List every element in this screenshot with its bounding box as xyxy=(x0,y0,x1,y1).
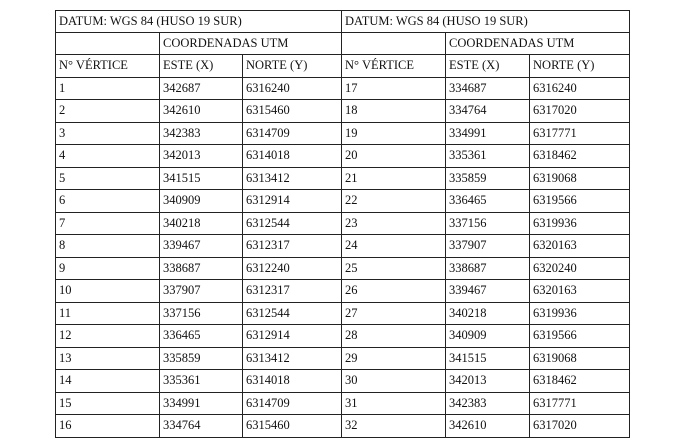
cell-norte-right: 6317771 xyxy=(530,122,630,145)
datum-cell-right: DATUM: WGS 84 (HUSO 19 SUR) xyxy=(342,11,630,33)
cell-norte-left: 6312317 xyxy=(243,235,342,258)
cell-norte-right: 6318462 xyxy=(530,370,630,393)
cell-este-right: 340218 xyxy=(446,302,530,325)
cell-norte-left: 6313412 xyxy=(243,167,342,190)
coordinates-table-body xyxy=(56,11,630,438)
cell-norte-right: 6319936 xyxy=(530,212,630,235)
cell-este-left: 337907 xyxy=(160,280,243,303)
cell-este-right: 340909 xyxy=(446,325,530,348)
cell-norte-left: 6314018 xyxy=(243,145,342,168)
table-row xyxy=(56,100,630,123)
cell-norte-right: 6319068 xyxy=(530,167,630,190)
cell-norte-right: 6320240 xyxy=(530,257,630,280)
cell-norte-left: 6315460 xyxy=(243,415,342,438)
cell-norte-right: 6320163 xyxy=(530,280,630,303)
cell-vertex-right: 20 xyxy=(342,145,446,168)
cell-norte-left: 6313412 xyxy=(243,347,342,370)
cell-vertex-left: 6 xyxy=(56,190,160,213)
cell-vertex-left: 10 xyxy=(56,280,160,303)
cell-este-left: 335859 xyxy=(160,347,243,370)
table-row xyxy=(56,415,630,438)
cell-este-left: 340909 xyxy=(160,190,243,213)
cell-vertex-right: 29 xyxy=(342,347,446,370)
cell-vertex-left: 1 xyxy=(56,77,160,100)
col-header-este-right: ESTE (X) xyxy=(446,55,530,78)
cell-vertex-left: 5 xyxy=(56,167,160,190)
group-header-row xyxy=(56,33,630,55)
group-header-empty-left xyxy=(56,33,160,55)
cell-este-right: 335361 xyxy=(446,145,530,168)
cell-vertex-left: 8 xyxy=(56,235,160,258)
cell-norte-left: 6314709 xyxy=(243,392,342,415)
cell-norte-right: 6319936 xyxy=(530,302,630,325)
cell-vertex-left: 3 xyxy=(56,122,160,145)
group-header-left: COORDENADAS UTM xyxy=(160,33,342,55)
table-row xyxy=(56,347,630,370)
cell-este-left: 335361 xyxy=(160,370,243,393)
cell-norte-left: 6314709 xyxy=(243,122,342,145)
cell-vertex-left: 14 xyxy=(56,370,160,393)
datum-row xyxy=(56,11,630,33)
table-row xyxy=(56,302,630,325)
table-row xyxy=(56,392,630,415)
cell-norte-left: 6312240 xyxy=(243,257,342,280)
cell-vertex-right: 25 xyxy=(342,257,446,280)
cell-vertex-right: 32 xyxy=(342,415,446,438)
cell-este-right: 337907 xyxy=(446,235,530,258)
cell-este-left: 341515 xyxy=(160,167,243,190)
table-row xyxy=(56,190,630,213)
datum-cell-left: DATUM: WGS 84 (HUSO 19 SUR) xyxy=(56,11,342,33)
cell-vertex-right: 19 xyxy=(342,122,446,145)
cell-este-left: 340218 xyxy=(160,212,243,235)
cell-vertex-right: 27 xyxy=(342,302,446,325)
cell-este-right: 337156 xyxy=(446,212,530,235)
cell-este-left: 342687 xyxy=(160,77,243,100)
cell-norte-left: 6314018 xyxy=(243,370,342,393)
cell-vertex-right: 24 xyxy=(342,235,446,258)
cell-norte-left: 6312544 xyxy=(243,302,342,325)
cell-vertex-right: 21 xyxy=(342,167,446,190)
cell-este-right: 334687 xyxy=(446,77,530,100)
cell-norte-left: 6312914 xyxy=(243,325,342,348)
cell-vertex-right: 17 xyxy=(342,77,446,100)
cell-norte-right: 6319566 xyxy=(530,325,630,348)
cell-este-right: 339467 xyxy=(446,280,530,303)
table-row xyxy=(56,280,630,303)
cell-este-right: 342610 xyxy=(446,415,530,438)
table-row xyxy=(56,77,630,100)
cell-este-left: 336465 xyxy=(160,325,243,348)
cell-este-left: 342383 xyxy=(160,122,243,145)
cell-norte-right: 6319068 xyxy=(530,347,630,370)
cell-vertex-left: 11 xyxy=(56,302,160,325)
table-row xyxy=(56,167,630,190)
cell-este-left: 339467 xyxy=(160,235,243,258)
cell-vertex-right: 30 xyxy=(342,370,446,393)
cell-vertex-left: 12 xyxy=(56,325,160,348)
cell-este-right: 342013 xyxy=(446,370,530,393)
table-row xyxy=(56,325,630,348)
cell-norte-right: 6317020 xyxy=(530,100,630,123)
cell-norte-right: 6319566 xyxy=(530,190,630,213)
col-header-vertex-left: N° VÉRTICE xyxy=(56,55,160,78)
cell-este-left: 337156 xyxy=(160,302,243,325)
cell-vertex-left: 13 xyxy=(56,347,160,370)
cell-norte-right: 6317020 xyxy=(530,415,630,438)
table-row xyxy=(56,370,630,393)
cell-este-right: 341515 xyxy=(446,347,530,370)
column-header-row xyxy=(56,55,630,78)
table-row xyxy=(56,212,630,235)
col-header-norte-right: NORTE (Y) xyxy=(530,55,630,78)
table-row xyxy=(56,122,630,145)
cell-norte-right: 6316240 xyxy=(530,77,630,100)
coordinates-table xyxy=(55,10,630,438)
table-row xyxy=(56,235,630,258)
cell-vertex-left: 4 xyxy=(56,145,160,168)
cell-vertex-left: 9 xyxy=(56,257,160,280)
col-header-norte-left: NORTE (Y) xyxy=(243,55,342,78)
table-row xyxy=(56,145,630,168)
cell-vertex-left: 2 xyxy=(56,100,160,123)
cell-norte-right: 6317771 xyxy=(530,392,630,415)
cell-este-right: 335859 xyxy=(446,167,530,190)
cell-este-right: 338687 xyxy=(446,257,530,280)
cell-este-left: 342013 xyxy=(160,145,243,168)
cell-vertex-left: 15 xyxy=(56,392,160,415)
group-header-right: COORDENADAS UTM xyxy=(446,33,630,55)
cell-este-right: 342383 xyxy=(446,392,530,415)
cell-este-left: 334764 xyxy=(160,415,243,438)
cell-este-left: 334991 xyxy=(160,392,243,415)
cell-norte-right: 6318462 xyxy=(530,145,630,168)
cell-norte-right: 6320163 xyxy=(530,235,630,258)
cell-vertex-right: 31 xyxy=(342,392,446,415)
cell-vertex-right: 28 xyxy=(342,325,446,348)
cell-norte-left: 6315460 xyxy=(243,100,342,123)
cell-este-right: 334764 xyxy=(446,100,530,123)
cell-vertex-right: 22 xyxy=(342,190,446,213)
cell-este-right: 334991 xyxy=(446,122,530,145)
col-header-este-left: ESTE (X) xyxy=(160,55,243,78)
cell-este-left: 342610 xyxy=(160,100,243,123)
cell-vertex-left: 7 xyxy=(56,212,160,235)
col-header-vertex-right: N° VÉRTICE xyxy=(342,55,446,78)
cell-norte-left: 6312544 xyxy=(243,212,342,235)
cell-vertex-right: 18 xyxy=(342,100,446,123)
cell-norte-left: 6316240 xyxy=(243,77,342,100)
cell-este-left: 338687 xyxy=(160,257,243,280)
cell-vertex-right: 26 xyxy=(342,280,446,303)
table-row xyxy=(56,257,630,280)
cell-norte-left: 6312914 xyxy=(243,190,342,213)
group-header-empty-right xyxy=(342,33,446,55)
cell-norte-left: 6312317 xyxy=(243,280,342,303)
cell-vertex-right: 23 xyxy=(342,212,446,235)
cell-vertex-left: 16 xyxy=(56,415,160,438)
cell-este-right: 336465 xyxy=(446,190,530,213)
